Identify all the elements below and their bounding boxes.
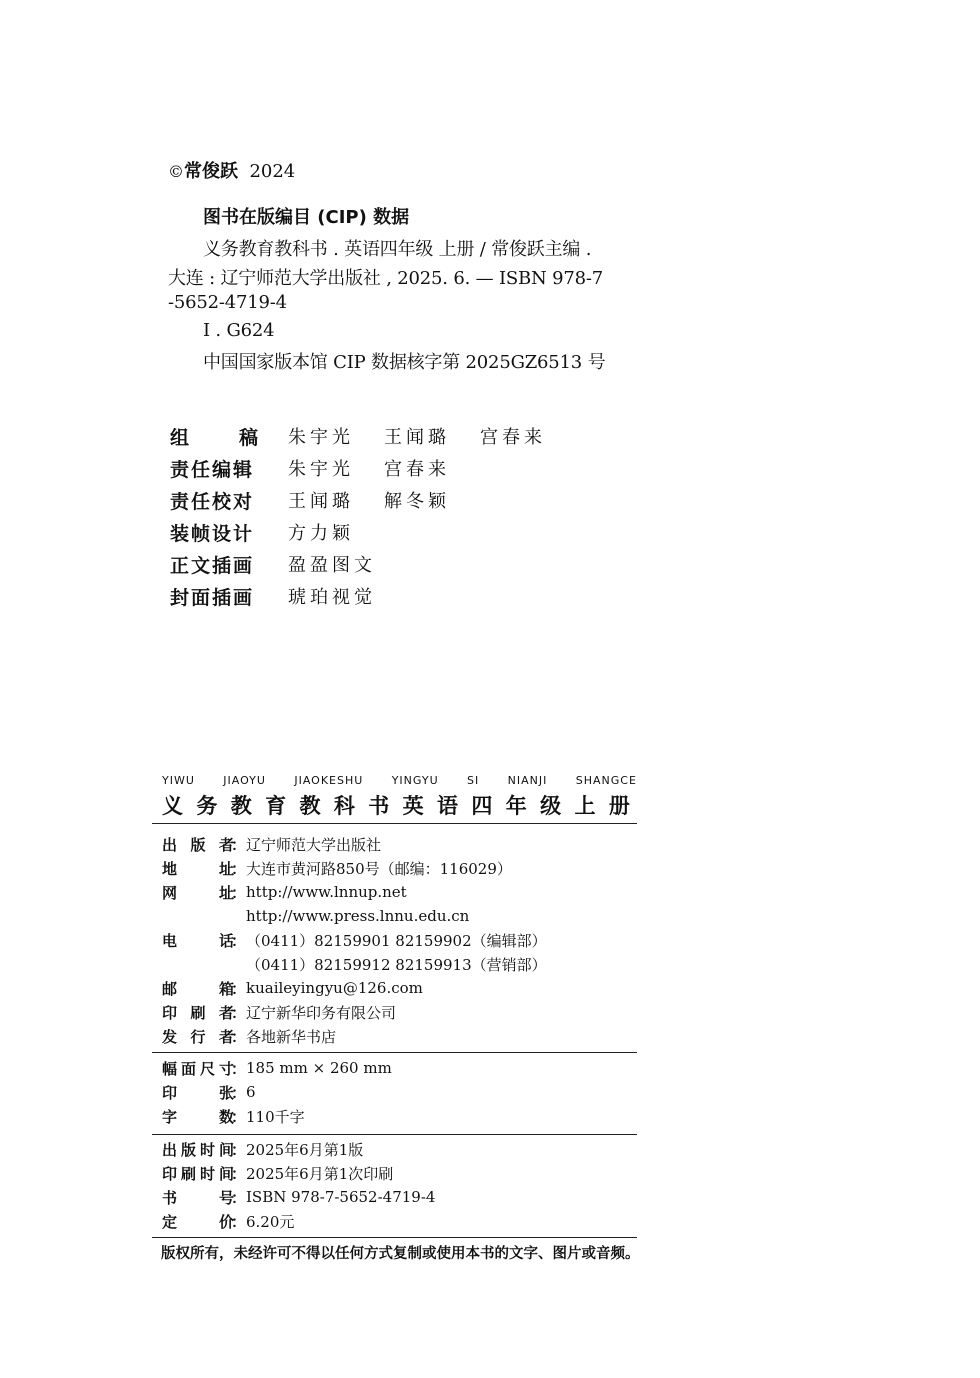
info-label-text — [162, 1082, 234, 1103]
info-value: （0411）82159912 82159913（营销部） — [246, 955, 547, 974]
info-label-char: 印 — [162, 1003, 178, 1022]
pinyin-word: YIWU — [162, 774, 195, 787]
info-label-text — [162, 1106, 234, 1127]
info-label-char: 版 — [190, 835, 206, 854]
pinyin-word: JIAOYU — [223, 774, 266, 787]
info-row — [162, 1056, 392, 1080]
info-label — [162, 1187, 246, 1208]
title-char: 年 — [505, 794, 527, 818]
info-label-colon: ： — [230, 883, 246, 902]
title-char: 上 — [574, 794, 596, 818]
info-label-text — [162, 1139, 234, 1160]
info-label-text — [162, 930, 234, 951]
info-label-colon: ： — [230, 1140, 246, 1159]
info-label-char: 字 — [162, 1107, 178, 1126]
title-char: 册 — [608, 794, 630, 818]
info-label-char: 间 — [218, 1164, 234, 1183]
info-label-char: 邮 — [162, 979, 178, 998]
staff-role: 责任编辑 — [170, 458, 255, 481]
info-label — [162, 1106, 246, 1127]
title-char: 书 — [368, 794, 390, 818]
staff-role: 封面插画 — [170, 586, 255, 609]
title-char: 语 — [437, 794, 458, 818]
divider — [152, 823, 637, 824]
title-char: 四 — [471, 794, 493, 818]
title-char: 英 — [402, 794, 424, 818]
pinyin-word: SHANGCE — [575, 774, 637, 787]
info-value: http://www.lnnup.net — [246, 883, 407, 901]
staff-role: 正文插画 — [170, 554, 255, 577]
title-pinyin — [162, 774, 637, 787]
info-label-char: 者 — [218, 1027, 234, 1046]
info-label-text — [162, 1163, 234, 1184]
info-value: 185 mm × 260 mm — [246, 1059, 392, 1077]
info-label-colon: ： — [230, 979, 246, 998]
info-label-colon: ： — [230, 1164, 246, 1183]
cip-line: Ⅰ . G624 — [203, 320, 275, 341]
info-label-text — [162, 1211, 234, 1232]
info-label-colon: ： — [230, 1083, 246, 1102]
info-label-char: 网 — [162, 883, 178, 902]
info-label-char: 出 — [162, 1140, 178, 1159]
info-row — [162, 880, 407, 904]
info-label-colon: ： — [230, 1188, 246, 1207]
staff-name: 王闻璐 — [288, 491, 354, 512]
info-label-char: 号 — [218, 1188, 234, 1207]
copyright-line — [168, 157, 295, 183]
staff-name: 琥珀视觉 — [288, 587, 376, 608]
title-char: 教 — [299, 794, 321, 818]
staff-name: 宫春来 — [480, 427, 546, 448]
info-label — [162, 1058, 246, 1079]
copyright-year: 2024 — [249, 161, 296, 182]
staff-row — [170, 454, 480, 482]
info-label-char: 出 — [162, 835, 178, 854]
info-value: 辽宁新华印务有限公司 — [246, 1003, 397, 1022]
title-char: 务 — [196, 794, 218, 818]
staff-role — [170, 423, 258, 450]
info-label — [162, 978, 246, 999]
info-label-text — [162, 834, 234, 855]
info-value: ISBN 978-7-5652-4719-4 — [246, 1188, 436, 1206]
info-label — [162, 1002, 246, 1023]
divider — [152, 1052, 637, 1053]
info-label-text — [162, 1002, 234, 1023]
staff-row — [170, 422, 576, 450]
info-label-char: 刷 — [190, 1003, 206, 1022]
info-label — [162, 1026, 246, 1047]
info-row — [162, 1161, 393, 1185]
info-label-text — [162, 1058, 234, 1079]
info-label — [162, 930, 246, 951]
info-label-char: 书 — [162, 1188, 178, 1207]
info-row — [162, 856, 512, 880]
info-label-colon: ： — [230, 1003, 246, 1022]
info-label — [162, 1211, 246, 1232]
info-label-colon: ： — [230, 835, 246, 854]
staff-role-char: 稿 — [238, 426, 258, 449]
cip-line: 中国国家版本馆 CIP 数据核字第 2025GZ6513 号 — [203, 352, 606, 373]
info-value: 2025年6月第1版 — [246, 1140, 364, 1159]
info-row — [162, 1080, 256, 1104]
staff-row — [170, 486, 480, 514]
info-value: kuaileyingyu@126.com — [246, 979, 423, 997]
info-label-text — [162, 858, 234, 879]
info-label-colon: ： — [230, 1212, 246, 1231]
info-label-text — [162, 1026, 234, 1047]
staff-row — [170, 550, 384, 578]
rights-notice: 版权所有，未经许可不得以任何方式复制或使用本书的文字、图片或音频。 — [161, 1246, 640, 1262]
info-label-char: 电 — [162, 931, 178, 950]
info-label — [162, 834, 246, 855]
info-label — [162, 1082, 246, 1103]
info-label-colon: ： — [230, 859, 246, 878]
cip-line: -5652-4719-4 — [168, 292, 287, 313]
info-label-char: 话 — [218, 931, 234, 950]
info-row — [162, 904, 469, 928]
staff-role: 责任校对 — [170, 490, 255, 513]
info-label-char: 址 — [218, 859, 234, 878]
cip-heading: 图书在版编目 (CIP) 数据 — [203, 207, 410, 228]
info-row — [162, 1024, 336, 1048]
title-char: 义 — [162, 794, 183, 818]
info-label-char: 者 — [218, 1003, 234, 1022]
info-label-colon: ： — [230, 1059, 246, 1078]
info-row — [162, 952, 547, 976]
info-label-char: 寸 — [218, 1059, 234, 1078]
staff-name: 方力颖 — [288, 523, 354, 544]
info-row — [162, 1137, 363, 1161]
title-char: 级 — [540, 794, 562, 818]
info-label-char: 刷 — [180, 1164, 196, 1183]
staff-row — [170, 582, 384, 610]
copyright-holder: 常俊跃 — [184, 161, 238, 182]
book-title — [162, 790, 630, 820]
info-value: 各地新华书店 — [246, 1027, 337, 1046]
info-value: http://www.press.lnnu.edu.cn — [246, 907, 470, 925]
info-label-char: 间 — [218, 1140, 234, 1159]
info-label-char: 面 — [180, 1059, 196, 1078]
info-label-colon: ： — [230, 1027, 246, 1046]
info-label-char: 价 — [218, 1212, 234, 1231]
staff-name: 解冬颖 — [384, 491, 450, 512]
info-label — [162, 858, 246, 879]
info-label-char: 张 — [218, 1083, 234, 1102]
info-value: 大连市黄河路850号（邮编：116029） — [246, 859, 512, 878]
divider — [152, 1134, 637, 1135]
info-label-char: 印 — [162, 1083, 178, 1102]
info-label-char: 时 — [199, 1140, 215, 1159]
info-label-char: 址 — [218, 883, 234, 902]
divider — [152, 1237, 637, 1238]
info-label-char: 印 — [162, 1164, 178, 1183]
info-row — [162, 1000, 396, 1024]
info-label-colon: ： — [230, 1107, 246, 1126]
title-char: 教 — [230, 794, 252, 818]
info-label — [162, 1163, 246, 1184]
copyright-symbol: © — [168, 162, 184, 181]
info-row — [162, 1209, 294, 1233]
staff-name: 朱宇光 — [288, 459, 354, 480]
info-value: 辽宁师范大学出版社 — [246, 835, 382, 854]
staff-row — [170, 518, 384, 546]
info-value: 110千字 — [246, 1107, 305, 1126]
info-label-colon: ： — [230, 931, 246, 950]
cip-line: 义务教育教科书 . 英语四年级 上册 / 常俊跃主编 . — [203, 239, 592, 260]
staff-role: 装帧设计 — [170, 522, 255, 545]
info-row — [162, 976, 423, 1000]
title-char: 育 — [265, 794, 287, 818]
info-label-char: 数 — [218, 1107, 234, 1126]
info-label-char: 幅 — [162, 1059, 178, 1078]
info-label-char: 发 — [162, 1027, 178, 1046]
info-value: 6.20元 — [246, 1212, 295, 1231]
staff-name: 朱宇光 — [288, 427, 354, 448]
cip-line: 大连 : 辽宁师范大学出版社 , 2025. 6. — ISBN 978-7 — [168, 268, 603, 289]
info-row — [162, 832, 381, 856]
info-label-char: 定 — [162, 1212, 178, 1231]
pinyin-word: SI — [467, 774, 480, 787]
info-label-char: 版 — [180, 1140, 196, 1159]
info-row — [162, 928, 547, 952]
info-label-text — [162, 1187, 234, 1208]
staff-role-char: 组 — [170, 426, 190, 449]
info-row — [162, 1185, 435, 1209]
info-label-text — [162, 882, 234, 903]
pinyin-word: NIANJI — [507, 774, 548, 787]
staff-name: 王闻璐 — [384, 427, 450, 448]
info-row — [162, 1104, 305, 1128]
info-label-text — [162, 978, 234, 999]
info-value: （0411）82159901 82159902（编辑部） — [246, 931, 547, 950]
info-label-char: 时 — [199, 1164, 215, 1183]
info-label-char: 箱 — [218, 979, 234, 998]
title-char: 科 — [333, 794, 355, 818]
info-label — [162, 882, 246, 903]
info-label-char: 者 — [218, 835, 234, 854]
info-label-char: 地 — [162, 859, 178, 878]
info-value: 6 — [246, 1083, 256, 1101]
info-label-char: 行 — [190, 1027, 206, 1046]
pinyin-word: JIAOKESHU — [294, 774, 364, 787]
info-label — [162, 1139, 246, 1160]
info-value: 2025年6月第1次印刷 — [246, 1164, 394, 1183]
staff-name: 宫春来 — [384, 459, 450, 480]
pinyin-word: YINGYU — [391, 774, 439, 787]
info-label-char: 尺 — [199, 1059, 215, 1078]
staff-name: 盈盈图文 — [288, 555, 376, 576]
